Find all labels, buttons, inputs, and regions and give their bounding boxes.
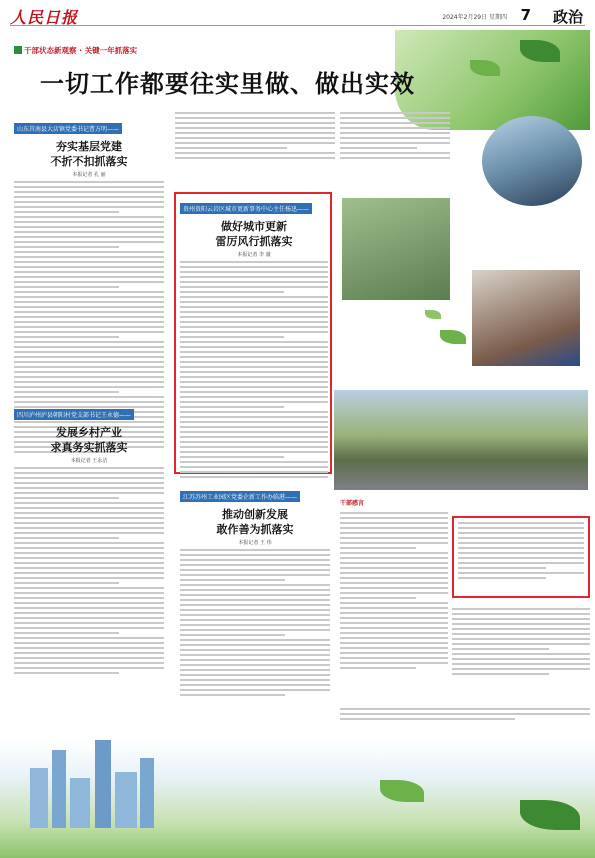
column-kicker: 干部状态新观察 · 关键一年抓落实 (14, 45, 137, 56)
leaf-decoration (380, 780, 424, 802)
issue-date: 2024年2月29日 星期四 (442, 14, 507, 21)
section-name: 政治 (552, 8, 583, 26)
photo-town-panorama (334, 390, 588, 490)
article-3 (14, 402, 164, 677)
editor-credits (340, 708, 590, 723)
page-headline: 一切工作都要往实里做、做出实效 (40, 69, 415, 98)
article-title: 推动创新发展 敢作善为抓落实 (216, 508, 294, 536)
photo-officials-walking (342, 198, 450, 300)
article-body (180, 261, 328, 478)
leaf-decoration (520, 800, 580, 830)
newspaper-logo: 人民日报 (10, 8, 79, 27)
quotes-column-2 (452, 608, 590, 678)
building-shape (95, 740, 111, 828)
sidebar-label: 干部感言 (340, 500, 365, 507)
article-title: 夯实基层党建 不折不扣抓落实 (50, 140, 128, 168)
building-shape (52, 750, 66, 828)
sidebar-header (340, 498, 445, 507)
building-shape (70, 778, 90, 828)
masthead (10, 4, 585, 26)
article-byline: 本报记者 李 澈 (237, 252, 271, 258)
quotes-column-1 (340, 512, 448, 672)
photo-lab-team (482, 116, 582, 206)
article-subhead: 江苏苏州工业园区党委企新工作办临港—— (180, 491, 300, 502)
leaf-decoration (425, 310, 441, 319)
bottom-illustration (0, 740, 595, 858)
article-byline: 本报记者 王 伟 (238, 540, 272, 546)
article-body (14, 467, 164, 674)
article-1-continued (340, 112, 450, 162)
building-shape (30, 768, 48, 828)
highlight-box (452, 516, 590, 598)
leaf-decoration (440, 330, 466, 344)
building-shape (140, 758, 154, 828)
article-byline: 本报记者 孔 丽 (72, 172, 106, 178)
kicker-marker-icon (14, 46, 22, 54)
photo-workers-helmets (472, 270, 580, 366)
article-title: 发展乡村产业 求真务实抓落实 (50, 426, 128, 454)
article-body (180, 549, 330, 696)
article-subhead: 山东莒南县大店镇党委书记曹方明—— (14, 123, 122, 134)
page-number: 7 (520, 6, 531, 24)
building-shape (115, 772, 137, 828)
article-subhead: 四川泸州泸县朝阳村党支部书记王永德—— (14, 409, 134, 420)
article-title: 做好城市更新 雷厉风行抓落实 (215, 220, 293, 248)
article-2 (180, 196, 328, 481)
article-4 (180, 484, 330, 699)
article-2-lead-text (175, 112, 335, 162)
article-subhead: 贵州贵阳云岩区城市更新事务中心主任杨迅—— (180, 203, 312, 214)
article-byline: 本报记者 王永洁 (70, 458, 108, 464)
